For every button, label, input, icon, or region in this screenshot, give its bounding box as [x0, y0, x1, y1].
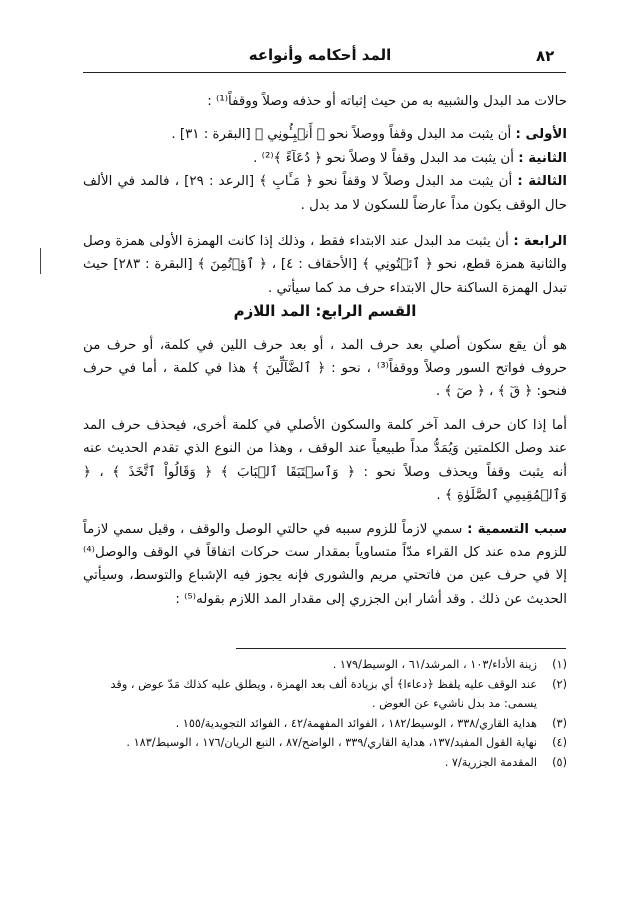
footnote	[83, 714, 567, 734]
footnote-number: (٥)	[552, 755, 567, 769]
footnote-text: زينة الأداء/١٠٣ ، المرشد/٦١ ، الوسيط/١٧٩ .	[332, 658, 537, 671]
case-first-label: الأولى :	[515, 127, 567, 143]
case-third-label: الثالثة :	[517, 174, 567, 190]
case-second-text: أن يثبت مد البدل وقفاً لا وصلاً نحو ﴿ دُعَآءً ﴾⁽²⁾ .	[253, 150, 519, 166]
naming-reason-paragraph	[83, 518, 567, 612]
margin-mark	[40, 248, 41, 274]
lazim-word-end-paragraph: أما إذا كان حرف المد آخر كلمة والسكون الأصلي في كلمة أخرى، فيحذف حرف المد عند وصل الكلمتين وَيُمَدُّ مداً طبيعياً عند الوقف ، وهذا من النوع الذي تقدم الحديث عنه أنه يثبت وقفاً ويحذف وصلاً نحو : ﴿ وَٱسۡتَبَقَا ٱلۡبَابَ ﴾ ﴿ وَقَالُواْ ٱتَّخَذَ ﴾ ، ﴿ وَٱلۡمُقِيمِي ٱلصَّلَوٰةِ ﴾ .	[83, 417, 567, 504]
naming-reason-text: سمي لازماً للزوم سببه في حالتي الوصل والوقف ، وقيل سمي لازماً للزوم مده عند كل القراء مدّاً متساوياً بمقدار ست حركات اتفاقاً في الوقف والوصل⁽⁴⁾ إلا في حرف عين من فاتحتي مريم والشورى فإنه يجوز فيه الإشباع والتوسط، وسيأتي الحديث عن ذلك . وقد أشار ابن الجزري إلى مقدار المد اللازم بقوله⁽⁵⁾ :	[83, 521, 567, 607]
footnote	[83, 655, 567, 675]
running-header-title: المد أحكامه وأنواعه	[248, 46, 392, 64]
footnote-text: عند الوقف عليه يلفظ ﴿دعاءا﴾ أي بزيادة ألف بعد الهمزة ، ويطلق عليه كذلك مَدّ عوض ، وقد يسمى: مد بدل ناشيء عن العوض .	[110, 677, 537, 711]
main-text	[83, 90, 567, 611]
case-first-text: أن يثبت مد البدل وقفاً ووصلاً نحو ﴿ أَنۢبِـُٔونِي ﴾ [البقرة : ٣١] .	[171, 127, 516, 143]
header-rule	[83, 72, 566, 73]
case-third-text: أن يثبت مد البدل وصلاً لا وقفاً نحو ﴿ مَـَٔابِ ﴾ [الرعد : ٢٩] ، فالمد في الألف حال الوقف يكون مداً عارضاً للسكون لا مد بدل .	[83, 174, 567, 213]
intro-paragraph: حالات مد البدل والشبيه به من حيث إثباته أو حذفه وصلاً ووقفاً⁽¹⁾ :	[207, 94, 567, 109]
case-fourth-label: الرابعة :	[513, 234, 567, 250]
case-fourth	[83, 230, 567, 300]
case-second	[83, 147, 567, 170]
naming-reason-label: سبب التسمية :	[467, 521, 567, 537]
footnote-number: (٣)	[552, 716, 567, 730]
footnote	[83, 753, 567, 773]
section-heading: القسم الرابع: المد اللازم	[233, 302, 417, 321]
footnote-number: (١)	[552, 658, 567, 671]
footnote	[83, 675, 567, 714]
case-fourth-text: أن يثبت مد البدل عند الابتداء فقط ، وذلك إذا كانت الهمزة الأولى همزة وصل والثانية همزة قطع، نحو ﴿ ٱئۡتُونِي ﴾ [الأحقاف : ٤] ، ﴿ ٱؤۡتُمِنَ ﴾ [البقرة : ٢٨٣] حيث تبدل الهمزة الساكنة حال الابتداء حرف مد كما سيأتي .	[83, 234, 567, 296]
case-third	[83, 170, 567, 217]
case-first	[83, 123, 567, 146]
page-number: ٨٢	[536, 47, 555, 65]
lazim-definition-paragraph: هو أن يقع سكون أصلي بعد حرف المد ، أو بعد حرف اللين في كلمة، أو حرف من حروف فواتح السور وصلاً ووقفاً⁽³⁾ ، نحو : ﴿ ٱلضَّآلِّينَ ﴾ هذا في كلمة ، أما في حرف فنحو: ﴿ قٓ ﴾ ، ﴿ صٓ ﴾ .	[83, 337, 568, 400]
footnote-rule	[236, 648, 566, 649]
footnote-text: نهاية القول المفيد/١٣٧، هداية القاري/٣٣٩ ، الواضح/٨٧ ، النبع الريان/١٧٦ ، الوسيط/١٨٣ .	[126, 736, 537, 750]
case-second-label: الثانية :	[518, 150, 567, 166]
footnote-text: المقدمة الجزرية/٧ .	[444, 755, 537, 769]
footnote-number: (٤)	[552, 736, 567, 750]
footnote	[83, 733, 567, 753]
footnote-text: هداية القاري/٣٣٨ ، الوسيط/١٨٢ ، الفوائد المفهمة/٤٢ ، الفوائد التجويدية/١٥٥ .	[175, 716, 537, 730]
footnote-number: (٢)	[552, 677, 567, 691]
footnotes	[83, 655, 567, 773]
